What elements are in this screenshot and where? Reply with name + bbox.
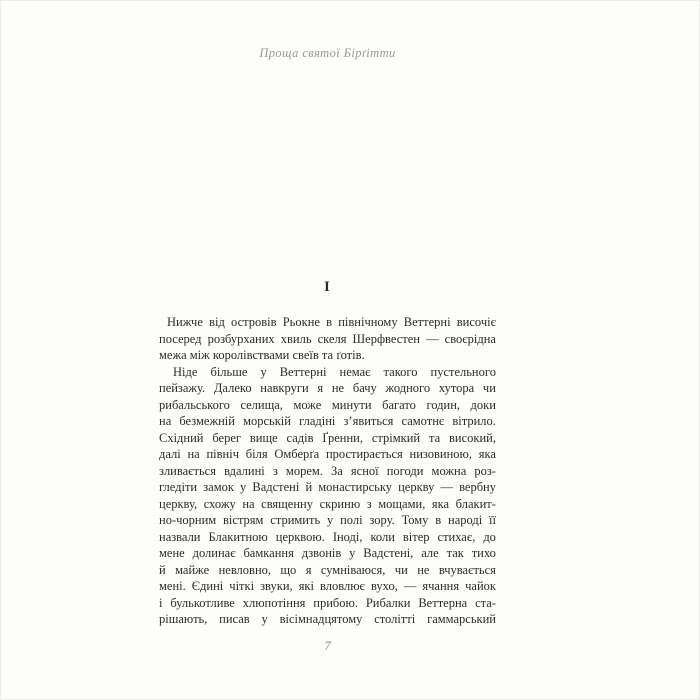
text-line: пейзажу. Далеко навкруги я не бачу жодного хутора чи (159, 381, 496, 395)
text-line: гледіти замок у Вадстені й монастирську церкву — вербну (159, 480, 496, 494)
text-line: мене долинає бамкання дзвонів у Вадстені, але так тихо (159, 546, 496, 560)
text-line: і булькотливе хлюпотіння прибою. Рибалки Веттерна ста- (159, 595, 496, 610)
text-line: мені. Єдині чіткі звуки, які вловлює вухо, — ячання чайок (159, 579, 496, 593)
page-number: 7 (324, 639, 331, 653)
text-line: церкву, схожу на священну скриню з мощами, яка блакит- (159, 496, 496, 511)
text-line: Нижче від островів Рьокне в північному Веттерні височіє (167, 315, 496, 329)
text-line: зливається вдалині з морем. За ясної погоди можна роз- (159, 463, 496, 478)
text-line: далі на північ біля Омберґа простирається низовиною, яка (159, 447, 496, 461)
text-line: рибальського селища, може минути багато годин, доки (159, 397, 496, 412)
text-line: й майже невловно, що я сумніваюся, чи не вчувається (159, 562, 496, 577)
running-header: Проща святої Бірґітти (259, 46, 396, 60)
paragraph (159, 364, 496, 628)
text-line: назвали Блакитною церквою. Іноді, коли вітер стихає, до (159, 529, 496, 544)
paragraph (159, 314, 496, 364)
chapter-numeral: I (324, 279, 331, 295)
body-text (159, 314, 496, 628)
text-line: межа між королівствами свеїв та ґотів. (159, 348, 365, 362)
text-line: Східний берег вище садів Ґренни, стрімкий та високий, (159, 430, 496, 445)
text-line: посеред розбурханих хвиль скеля Шерфвестен — своєрідна (159, 331, 496, 346)
text-line: но-чорним вістрям стримить у полі зору. Тому в народі її (159, 513, 496, 527)
text-line: Ніде більше у Веттерні немає такого пустельного (173, 364, 496, 379)
text-line: на безмежній морській гладіні з’явиться самотнє вітрило. (159, 414, 496, 428)
text-line: рішають, писав у вісімнадцятому столітті гаммарський (159, 612, 496, 626)
